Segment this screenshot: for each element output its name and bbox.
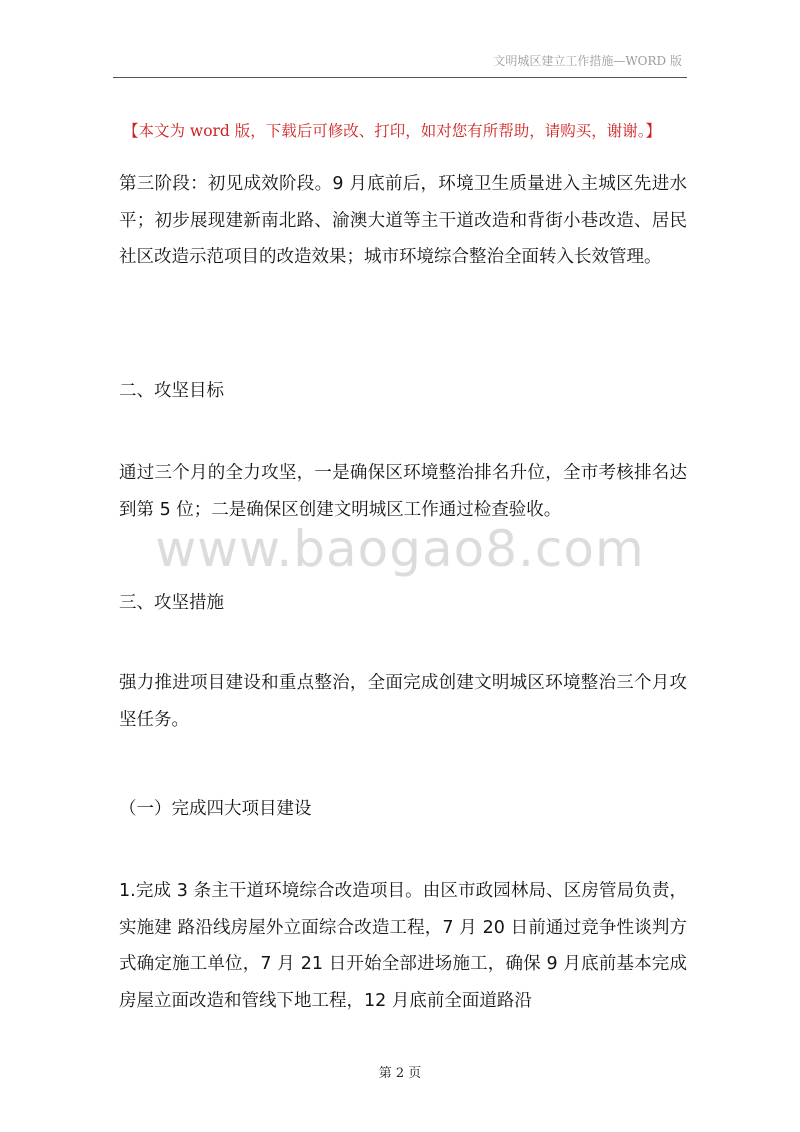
paragraph-measures: 强力推进项目建设和重点整治，全面完成创建文明城区环境整治三个月攻坚任务。 xyxy=(119,673,687,730)
section-heading-goals: 二、攻坚目标 xyxy=(119,381,224,401)
watermark: www.baogao8.com xyxy=(155,520,645,578)
download-notice: 【本文为 word 版，下载后可修改、打印，如对您有所帮助，请购买，谢谢。】 xyxy=(123,122,662,140)
paragraph-stage-three: 第三阶段：初见成效阶段。9 月底前后，环境卫生质量进入主城区先进水平；初步展现建新南北路、渝澳大道等主干道改造和背街小巷改造、居民社区改造示范项目的改造效果；城市环境综合整治全面转入长效管理。 xyxy=(119,174,687,267)
page-number: 第 2 页 xyxy=(378,1066,422,1081)
paragraph-goals: 通过三个月的全力攻坚，一是确保区环境整治排名升位，全市考核排名达到第 5 位；二是确保区创建文明城区工作通过检查验收。 xyxy=(119,463,687,520)
header-divider xyxy=(113,77,687,78)
running-header-title: 文明城区建立工作措施—WORD 版 xyxy=(493,54,682,68)
paragraph-item-one: 1.完成 3 条主干道环境综合改造项目。由区市政园林局、区房管局负责，实施建 路沿线房屋外立面综合改造工程，7 月 20 日前通过竞争性谈判方式确定施工单位，7 月 21 日开始全部进场施工，确保 9 月底前基本完成房屋立面改造和管线下地工程，12 月底前全面道路沿 xyxy=(119,881,687,1011)
section-heading-measures: 三、攻坚措施 xyxy=(119,593,224,613)
subsection-heading-projects: （一）完成四大项目建设 xyxy=(119,799,312,819)
